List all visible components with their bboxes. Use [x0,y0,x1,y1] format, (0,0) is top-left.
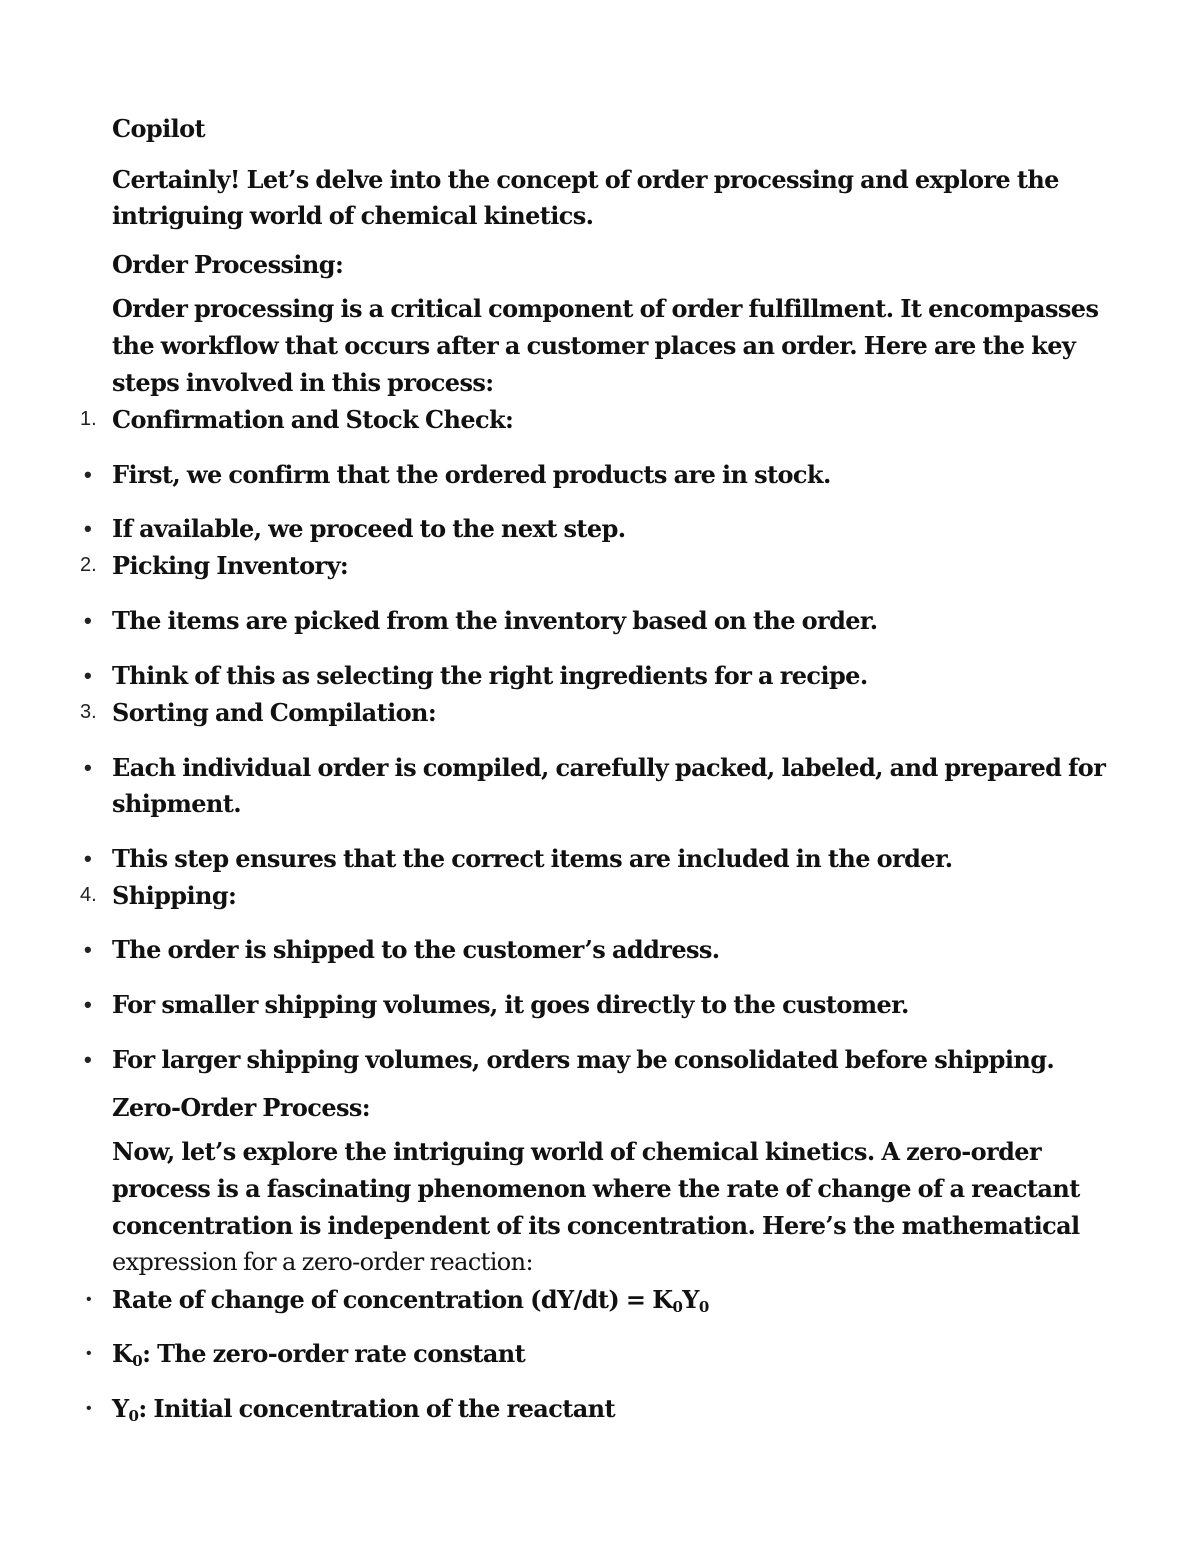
list-item: If available, we proceed to the next step. [112,514,626,543]
definition-k0 [112,1335,1112,1372]
list-item: Each individual order is compiled, carefully packed, labeled, and prepared for [112,753,1106,782]
bullet-icon: • [84,755,92,780]
bullet-icon: • [84,1047,92,1072]
zero-order-paragraph-line-3: concentration is independent of its concentration. Here’s the mathematical [112,1211,1080,1240]
step-number: 4. [80,884,97,906]
step-number: 1. [80,408,97,430]
step-title: Sorting and Compilation: [112,698,437,727]
document-heading: Copilot [112,114,206,143]
intro-line-1: Certainly! Let’s delve into the concept of order processing and explore the [112,165,1059,194]
definition-text: : The zero-order rate constant [142,1339,526,1368]
rate-formula [112,1281,1112,1318]
order-processing-paragraph-line-2: the workflow that occurs after a customer places an order. Here are the key [112,331,1076,360]
zero-order-paragraph-line-4: expression for a zero-order reaction: [112,1248,533,1276]
rate-constant-subscript: 0 [672,1298,683,1316]
step-number: 2. [80,554,97,576]
bullet-icon: • [84,992,92,1017]
bullet-icon: • [84,663,92,688]
list-item: For smaller shipping volumes, it goes directly to the customer. [112,990,909,1019]
list-item: This step ensures that the correct items are included in the order. [112,844,953,873]
list-item: The order is shipped to the customer’s address. [112,935,720,964]
definition-y0 [112,1390,1112,1427]
order-processing-paragraph-line-1: Order processing is a critical component of order fulfillment. It encompasses [112,294,1099,323]
definition-symbol: Y [112,1394,129,1423]
step-title: Picking Inventory: [112,551,349,580]
small-bullet-icon: • [86,1291,92,1308]
concentration-subscript: 0 [698,1298,709,1316]
definition-text: : Initial concentration of the reactant [138,1394,616,1423]
zero-order-paragraph-line-1: Now, let’s explore the intriguing world of chemical kinetics. A zero-order [112,1137,1041,1166]
rate-constant-symbol: K [652,1285,673,1314]
order-processing-paragraph-line-3: steps involved in this process: [112,368,494,397]
rate-formula-text: Rate of change of concentration (dY/dt) = [112,1285,653,1314]
bullet-icon: • [84,462,92,487]
bullet-icon: • [84,608,92,633]
zero-order-title: Zero-Order Process: [112,1093,371,1122]
step-title: Confirmation and Stock Check: [112,405,514,434]
list-item-continuation: shipment. [112,789,242,818]
list-item: The items are picked from the inventory based on the order. [112,606,878,635]
list-item: For larger shipping volumes, orders may be consolidated before shipping. [112,1045,1055,1074]
step-title: Shipping: [112,881,237,910]
bullet-icon: • [84,937,92,962]
bullet-icon: • [84,516,92,541]
intro-line-2: intriguing world of chemical kinetics. [112,201,594,230]
definition-symbol: K [112,1339,133,1368]
small-bullet-icon: • [86,1345,92,1362]
small-bullet-icon: • [86,1400,92,1417]
bullet-icon: • [84,846,92,871]
zero-order-paragraph-line-2: process is a fascinating phenomenon where the rate of change of a reactant [112,1174,1080,1203]
list-item: Think of this as selecting the right ingredients for a recipe. [112,661,868,690]
step-number: 3. [80,701,97,723]
list-item: First, we confirm that the ordered products are in stock. [112,460,831,489]
concentration-symbol: Y [682,1285,699,1314]
definition-subscript: 0 [128,1407,139,1425]
definition-subscript: 0 [132,1352,143,1370]
order-processing-title: Order Processing: [112,250,344,279]
